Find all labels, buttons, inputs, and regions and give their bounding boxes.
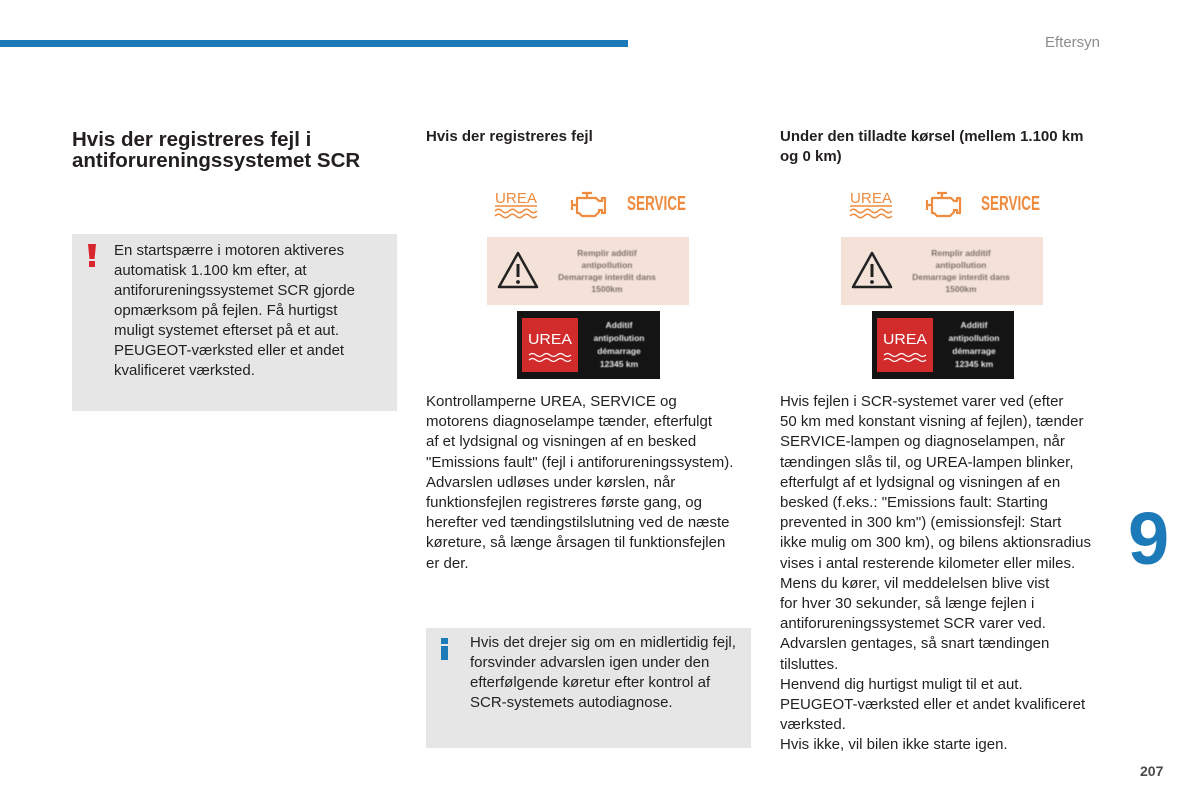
warning-text-line: PEUGEOT-værksted eller et andet <box>114 342 345 359</box>
display-message-line: antipollution <box>581 260 633 270</box>
display-message-line: 1500km <box>591 284 623 294</box>
urea-badge <box>522 318 578 372</box>
urea-display-message <box>936 319 1012 371</box>
info-icon <box>441 638 449 661</box>
body-text-line: prevented in 300 km") (emissionsfejl: Start <box>780 514 1062 532</box>
right-column-body <box>780 392 1091 756</box>
display-message-line: Additif <box>605 320 633 330</box>
urea-lamp-icon <box>493 189 539 219</box>
urea-display-screen <box>872 311 1014 379</box>
body-text-line: antiforureningssystemet SCR varer ved. <box>780 615 1046 633</box>
body-text-line: SERVICE-lampen og diagnoselampen, når <box>780 433 1065 451</box>
heading-line: Under den tilladte kørsel (mellem 1.100 km <box>780 128 1084 145</box>
warning-triangle-icon <box>850 250 894 290</box>
display-message-line: Demarrage interdit dans <box>558 272 656 282</box>
body-text-line: besked (f.eks.: "Emissions fault: Starting <box>780 494 1048 512</box>
info-note-text <box>470 633 736 713</box>
body-text-line: køreture, så længe årsagen til funktionsfejlen <box>426 534 726 552</box>
display-message-line: antipollution <box>593 333 645 343</box>
urea-badge-label: UREA <box>883 331 927 348</box>
heading-line: Hvis der registreres fejl <box>426 128 593 145</box>
body-text-line: Henvend dig hurtigst muligt til et aut. <box>780 675 1023 693</box>
body-text-line: "Emissions fault" (fejl i antiforureningssystem). <box>426 453 734 471</box>
chapter-number: 9 <box>1128 497 1170 580</box>
body-text-line: Advarslen gentages, så snart tændingen <box>780 635 1050 653</box>
urea-badge <box>877 318 933 372</box>
body-text-line: tændingen slås til, og UREA-lampen blinker, <box>780 453 1074 471</box>
display-message-line: antipollution <box>935 260 987 270</box>
middle-column-heading <box>426 127 593 147</box>
warning-text-line: antiforureningssystemet SCR gjorde <box>114 282 355 299</box>
heading-line: og 0 km) <box>780 148 842 165</box>
service-lamp-icon <box>980 192 1042 214</box>
engine-diagnosis-icon <box>923 189 963 219</box>
service-lamp-label: SERVICE <box>627 193 686 215</box>
middle-column-body <box>426 392 733 574</box>
engine-diagnosis-icon <box>568 189 608 219</box>
alert-display-message <box>903 247 1019 295</box>
body-text-line: Hvis fejlen i SCR-systemet varer ved (efter <box>780 393 1064 410</box>
body-text-line: motorens diagnoselampe tænder, efterfulgt <box>426 413 713 431</box>
right-column-heading <box>780 127 1083 167</box>
body-text-line: herefter ved tændingstilslutning ved de næste <box>426 514 730 532</box>
body-text-line: Mens du kører, vil meddelelsen blive vist <box>780 574 1050 592</box>
body-text-line: Advarslen udløses under kørslen, når <box>426 473 676 491</box>
display-message-line: Remplir additif <box>577 248 637 258</box>
service-lamp-icon <box>626 192 688 214</box>
body-text-line: efterfulgt af et lydsignal og visningen af en <box>780 473 1061 491</box>
page-heading <box>72 129 360 171</box>
warning-note-text <box>114 241 355 381</box>
body-text-line: tilsluttes. <box>780 655 839 673</box>
body-text-line: Kontrollamperne UREA, SERVICE og <box>426 393 677 410</box>
warning-text-line: En startspærre i motoren aktiveres <box>114 242 345 259</box>
info-text-line: SCR-systemets autodiagnose. <box>470 694 673 711</box>
warning-text-line: automatisk 1.100 km efter, at <box>114 262 307 279</box>
heading-line: Hvis der registreres fejl i <box>72 128 312 151</box>
warning-text-line: opmærksom på fejlen. Få hurtigst <box>114 302 338 319</box>
display-message-line: 1500km <box>945 284 977 294</box>
warning-triangle-icon <box>496 250 540 290</box>
display-message-line: Additif <box>960 320 988 330</box>
urea-badge-label: UREA <box>528 331 572 348</box>
display-message-line: démarrage <box>597 346 641 356</box>
alert-display-screen <box>487 237 689 305</box>
urea-lamp-label: UREA <box>850 190 892 207</box>
header-accent-bar <box>0 40 628 47</box>
alert-display-message <box>549 247 665 295</box>
body-text-line: PEUGEOT-værksted eller et andet kvalificeret <box>780 696 1086 714</box>
urea-lamp-icon <box>848 189 894 219</box>
warning-text-line: muligt systemet efterset på et aut. <box>114 322 340 339</box>
display-message-line: Demarrage interdit dans <box>912 272 1010 282</box>
body-text-line: 50 km med konstant visning af fejlen), tænder <box>780 413 1084 431</box>
heading-line: antiforureningssystemet SCR <box>72 149 361 172</box>
display-message-line: Remplir additif <box>931 248 991 258</box>
display-message-line: démarrage <box>952 346 996 356</box>
urea-display-message <box>581 319 657 371</box>
service-lamp-label: SERVICE <box>981 193 1040 215</box>
display-message-line: 12345 km <box>954 359 994 369</box>
display-message-line: 12345 km <box>599 359 639 369</box>
body-text-line: er der. <box>426 554 469 572</box>
page-number: 207 <box>1140 763 1164 779</box>
section-title: Eftersyn <box>1045 34 1101 51</box>
urea-lamp-label: UREA <box>495 190 537 207</box>
alert-display-screen <box>841 237 1043 305</box>
body-text-line: for hver 30 sekunder, så længe fejlen i <box>780 595 1035 613</box>
body-text-line: af et lydsignal og visningen af en besked <box>426 433 697 451</box>
warning-note <box>72 234 397 411</box>
info-note <box>426 628 751 748</box>
display-message-line: antipollution <box>948 333 1000 343</box>
exclamation-icon <box>88 244 96 267</box>
warning-text-line: kvalificeret værksted. <box>114 362 255 379</box>
body-text-line: værksted. <box>780 716 846 734</box>
body-text-line: ikke mulig om 300 km), og bilens aktionsradius <box>780 534 1091 552</box>
body-text-line: funktionsfejlen registreres første gang, og <box>426 494 702 512</box>
urea-display-screen <box>517 311 660 379</box>
info-text-line: efterfølgende køretur efter kontrol af <box>470 674 711 691</box>
info-text-line: forsvinder advarslen igen under den <box>470 654 710 671</box>
info-text-line: Hvis det drejer sig om en midlertidig fejl, <box>470 634 736 651</box>
body-text-line: Hvis ikke, vil bilen ikke starte igen. <box>780 736 1008 754</box>
body-text-line: vises i antal resterende kilometer eller miles. <box>780 554 1076 572</box>
